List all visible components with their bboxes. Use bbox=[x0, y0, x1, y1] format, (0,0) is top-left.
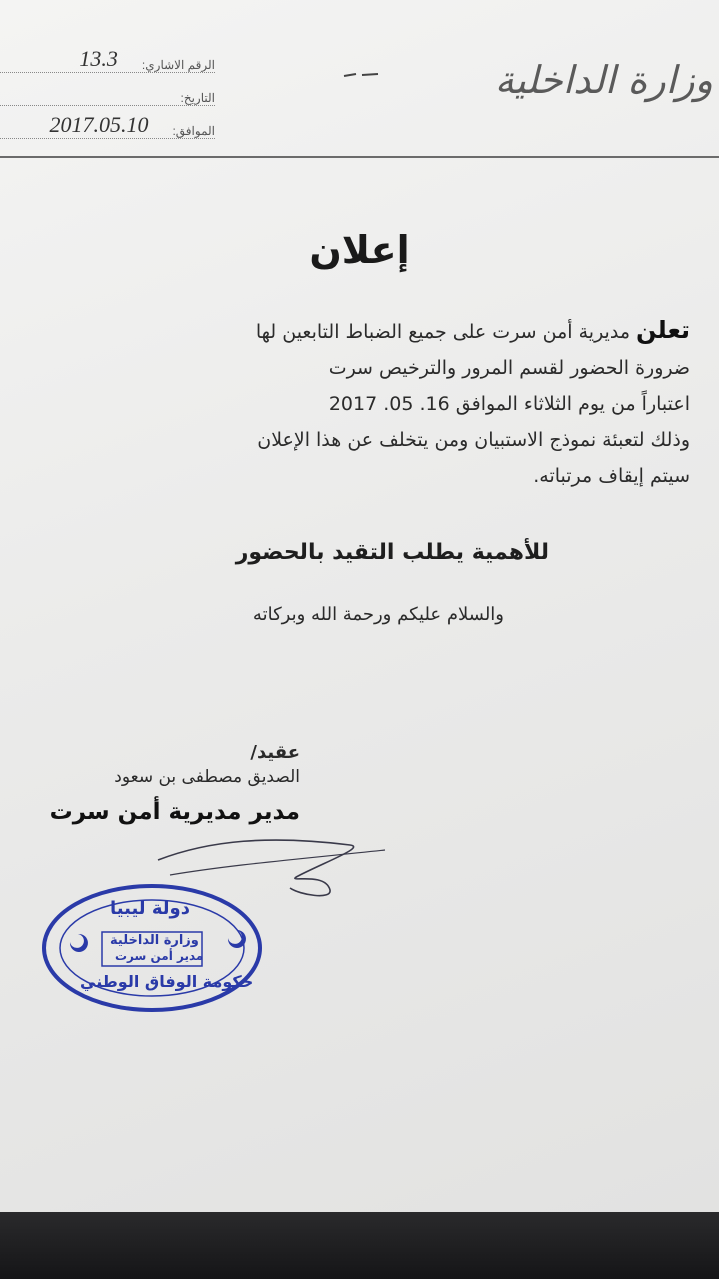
importance-note: للأهمية يطلب التقيد بالحضور bbox=[235, 540, 549, 565]
signer-rank: عقيد/ bbox=[250, 742, 300, 763]
corresponding-date-value: 2017.05.10 bbox=[49, 112, 149, 137]
stamp-country: دولة ليبيا bbox=[110, 898, 190, 919]
closing-greeting: والسلام عليكم ورحمة الله وبركاته bbox=[252, 604, 504, 625]
ministry-logo: وزارة الداخلية bbox=[494, 58, 713, 102]
body-line-2: ضرورة الحضور لقسم المرور والترخيص سرت bbox=[328, 357, 690, 379]
official-stamp bbox=[40, 880, 265, 1015]
body-line-3: اعتباراً من يوم الثلاثاء الموافق 16. 05. 2017 bbox=[328, 393, 690, 415]
corresponding-date-row bbox=[0, 108, 215, 139]
date-label: التاريخ: bbox=[180, 91, 215, 105]
announcement-body bbox=[40, 312, 690, 494]
date-row bbox=[0, 75, 215, 106]
stamp-government: حكومة الوفاق الوطني bbox=[80, 972, 254, 991]
reference-number-row bbox=[0, 42, 215, 73]
corresponding-date-label: الموافق: bbox=[172, 124, 215, 138]
body-line-4: وذلك لتعبئة نموذج الاستبيان ومن يتخلف عن هذا الإعلان bbox=[257, 429, 690, 451]
body-line-1-text: مديرية أمن سرت على جميع الضباط التابعين لها bbox=[255, 321, 630, 343]
reference-number-value: 13.3 bbox=[79, 46, 118, 71]
pen-mark bbox=[342, 72, 382, 78]
reference-number-label: الرقم الاشاري: bbox=[141, 58, 215, 72]
signer-name: الصديق مصطفى بن سعود bbox=[114, 767, 300, 787]
signer-title: مدير مديرية أمن سرت bbox=[49, 799, 300, 825]
background-surface bbox=[0, 1212, 719, 1279]
header-divider bbox=[0, 156, 719, 158]
reference-block bbox=[0, 42, 215, 141]
stamp-director: مدير أمن سرت bbox=[115, 949, 204, 963]
body-line-1 bbox=[40, 312, 690, 350]
document-title: إعلان bbox=[309, 228, 410, 272]
stamp-ministry: وزارة الداخلية bbox=[110, 933, 199, 948]
announce-word: تعلن bbox=[636, 316, 690, 344]
body-line-5: سيتم إيقاف مرتباته. bbox=[533, 465, 690, 487]
